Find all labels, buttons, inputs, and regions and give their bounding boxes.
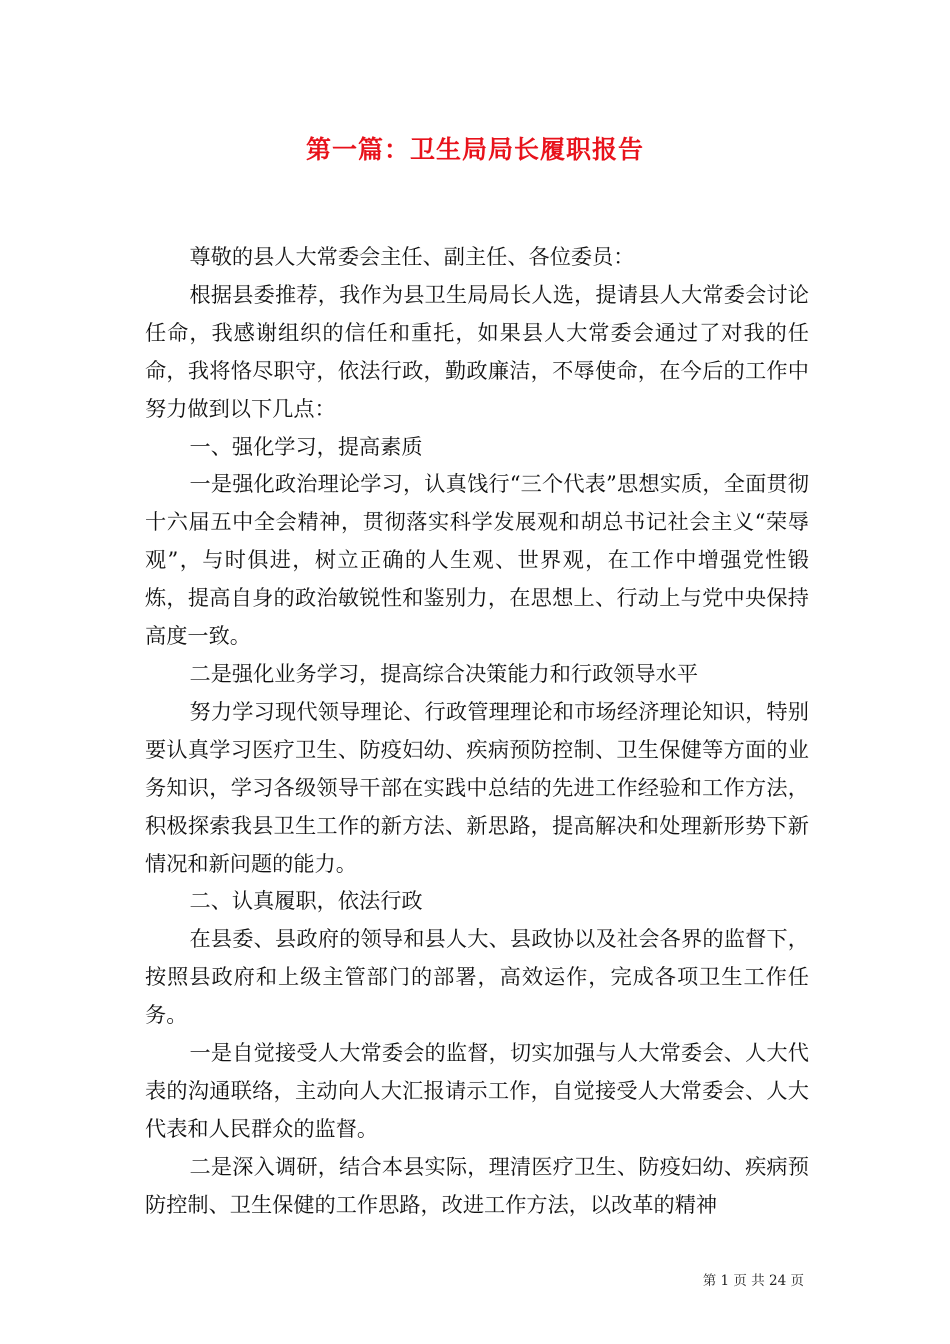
document-body (145, 238, 809, 1224)
section-heading: 一、强化学习，提高素质 (189, 433, 423, 459)
paragraph: 一是自觉接受人大常委会的监督，切实加强与人大常委会、人大代表的沟通联络，主动向人大汇报请示工作，自觉接受人大常委会、人大代表和人民群众的监督。 (145, 1040, 809, 1141)
subsection-heading: 二是强化业务学习，提高综合决策能力和行政领导水平 (189, 660, 699, 686)
section-heading: 二、认真履职，依法行政 (189, 888, 423, 914)
paragraph: 二是深入调研，结合本县实际，理清医疗卫生、防疫妇幼、疾病预防控制、卫生保健的工作思路，改进工作方法，以改革的精神 (145, 1153, 809, 1217)
page-number: 第 1 页 共 24 页 (702, 1273, 804, 1289)
paragraph-salutation: 尊敬的县人大常委会主任、副主任、各位委员： (189, 244, 635, 269)
paragraph: 在县委、县政府的领导和县人大、县政协以及社会各界的监督下，按照县政府和上级主管部门的部署，高效运作，完成各项卫生工作任务。 (145, 926, 809, 1028)
paragraph: 根据县委推荐，我作为县卫生局局长人选，提请县人大常委会讨论任命，我感谢组织的信任和重托，如果县人大常委会通过了对我的任命，我将恪尽职守，依法行政，勤政廉洁，不辱使命，在今后的工作中努力做到以下几点： (145, 281, 809, 421)
paragraph: 一是强化政治理论学习，认真饯行“三个代表”思想实质，全面贯彻十六届五中全会精神，贯彻落实科学发展观和胡总书记社会主义“荣辱观”，与时俱进，树立正确的人生观、世界观，在工作中增强党性锻炼，提高自身的政治敏锐性和鉴别力，在思想上、行动上与党中央保持高度一致。 (145, 471, 809, 649)
document-title: 第一篇：卫生局局长履职报告 (305, 135, 644, 164)
paragraph: 努力学习现代领导理论、行政管理理论和市场经济理论知识，特别要认真学习医疗卫生、防疫妇幼、疾病预防控制、卫生保健等方面的业务知识，学习各级领导干部在实践中总结的先进工作经验和工作方法，积极探索我县卫生工作的新方法、新思路，提高解决和处理新形势下新情况和新问题的能力。 (145, 698, 809, 876)
